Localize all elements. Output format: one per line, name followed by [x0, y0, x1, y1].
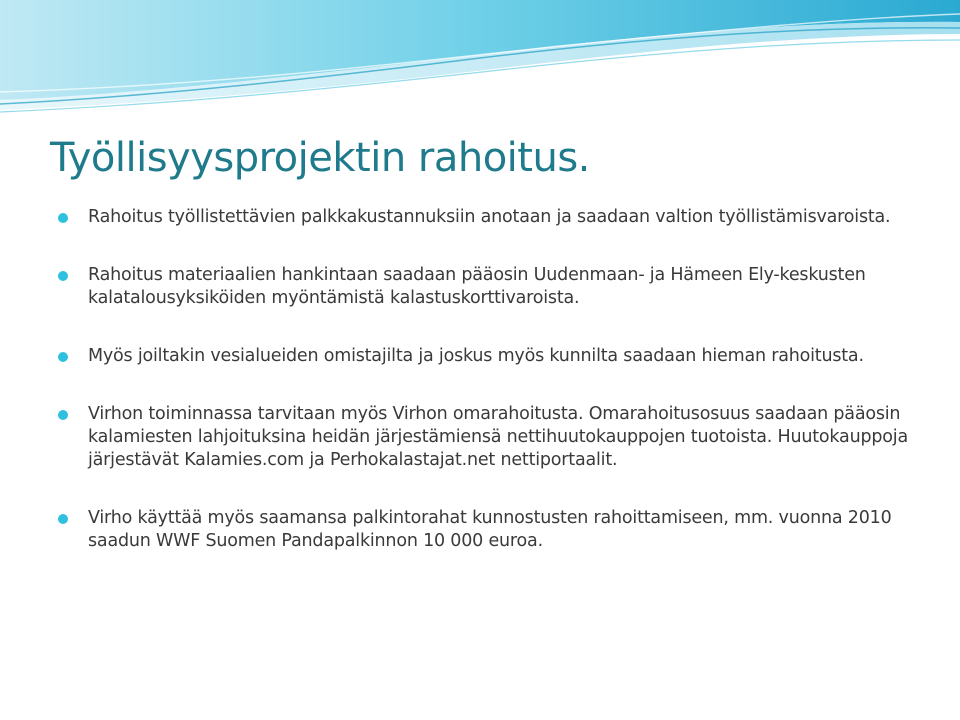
bullet-item [58, 264, 908, 310]
filled-circle-bullet-icon [58, 213, 68, 223]
bullet-text: Rahoitus materiaalien hankintaan saadaan pääosin Uudenmaan- ja Hämeen Ely-keskusten kalatalousyksiköiden myöntämistä kalastuskorttivaroista. [88, 265, 866, 308]
bullet-list [58, 206, 908, 553]
bullet-text: Rahoitus työllistettävien palkkakustannuksiin anotaan ja saadaan valtion työllistämisvaroista. [88, 207, 891, 227]
slide-title: Työllisyysprojektin rahoitus. [50, 135, 590, 181]
wave-header-decoration [0, 0, 960, 120]
filled-circle-bullet-icon [58, 410, 68, 420]
bullet-text: Myös joiltakin vesialueiden omistajilta ja joskus myös kunnilta saadaan hieman rahoitusta. [88, 346, 864, 366]
bullet-text: Virhon toiminnassa tarvitaan myös Virhon omarahoitusta. Omarahoitusosuus saadaan pääosin kalamiesten lahjoituksina heidän järjestämiensä nettihuutokauppojen tuotoista. Huutokauppoja järjestävät Kalamies.com ja Perhokalastajat.net nettiportaalit. [88, 404, 908, 470]
bullet-text: Virho käyttää myös saamansa palkintorahat kunnostusten rahoittamiseen, mm. vuonna 2010 saadun WWF Suomen Pandapalkinnon 10 000 euroa. [88, 508, 892, 551]
filled-circle-bullet-icon [58, 271, 68, 281]
filled-circle-bullet-icon [58, 352, 68, 362]
bullet-item [58, 345, 908, 368]
bullet-item [58, 403, 908, 472]
bullet-item [58, 507, 908, 553]
filled-circle-bullet-icon [58, 514, 68, 524]
bullet-item [58, 206, 908, 229]
